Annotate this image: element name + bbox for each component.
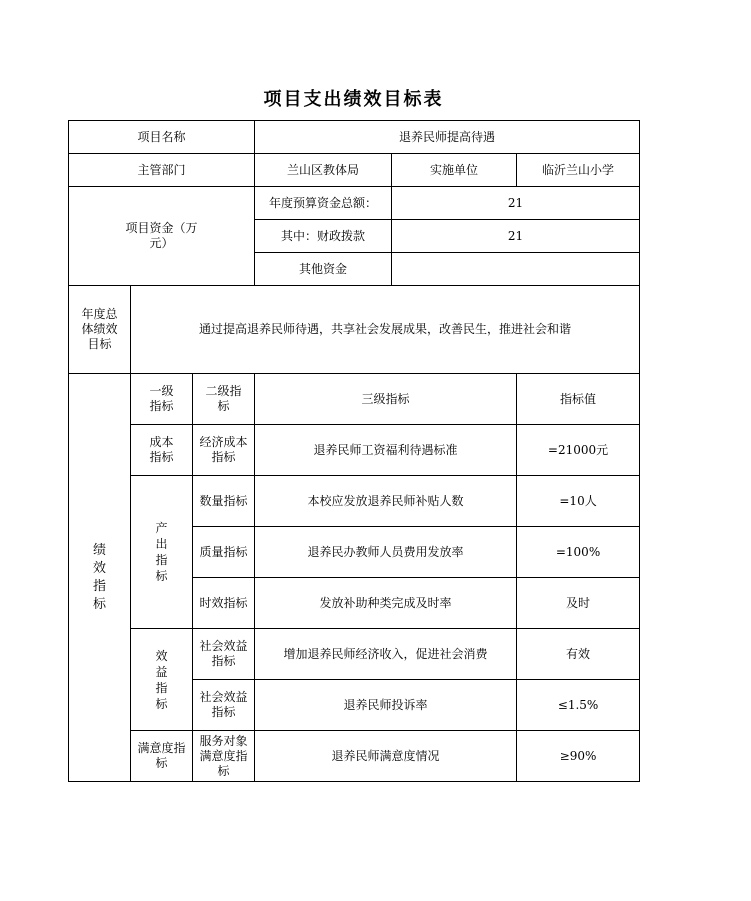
cost-level2	[193, 425, 255, 476]
funds-label-text: 项目资金（万元）	[125, 221, 198, 250]
unit-value: 临沂兰山小学	[517, 154, 640, 187]
project-name-label: 项目名称	[69, 121, 255, 154]
satisfaction-level1	[131, 731, 193, 782]
annual-goal-value: 通过提高退养民师待遇，共享社会发展成果，改善民生，推进社会和谐	[131, 286, 640, 374]
cost-level1	[131, 425, 193, 476]
annual-goal-label	[69, 286, 131, 374]
cost-level1-text: 成本指标	[149, 435, 174, 464]
benefit-level2-income-text: 社会效益指标	[199, 639, 248, 668]
row-output-quantity	[69, 476, 640, 527]
funds-total-value: 21	[392, 187, 640, 220]
output-level2-timeliness: 时效指标	[193, 578, 255, 629]
output-level1-text: 产出指标	[155, 521, 168, 583]
benefit-level2-complaint	[193, 680, 255, 731]
row-department	[69, 154, 640, 187]
indicators-section-text: 绩效指标	[92, 542, 106, 612]
row-indicator-headers	[69, 374, 640, 425]
output-value-timeliness: 及时	[517, 578, 640, 629]
cost-value: =21000元	[517, 425, 640, 476]
header-level3: 三级指标	[255, 374, 517, 425]
output-level3-timeliness: 发放补助种类完成及时率	[255, 578, 517, 629]
benefit-level1-text: 效益指标	[155, 648, 168, 711]
output-level2-quantity: 数量指标	[193, 476, 255, 527]
benefit-level3-complaint: 退养民师投诉率	[255, 680, 517, 731]
output-value-quality: =100%	[517, 527, 640, 578]
benefit-level3-income: 增加退养民师经济收入，促进社会消费	[255, 629, 517, 680]
benefit-value-complaint: ≤1.5%	[517, 680, 640, 731]
annual-goal-label-text: 年度总体绩效目标	[81, 307, 118, 351]
row-project-name	[69, 121, 640, 154]
row-satisfaction	[69, 731, 640, 782]
satisfaction-value: ≥90%	[517, 731, 640, 782]
department-label: 主管部门	[69, 154, 255, 187]
satisfaction-level1-text: 满意度指标	[137, 741, 186, 770]
benefit-level1	[131, 629, 193, 731]
department-value: 兰山区教体局	[255, 154, 392, 187]
row-annual-goal	[69, 286, 640, 374]
unit-label: 实施单位	[392, 154, 517, 187]
output-level1	[131, 476, 193, 629]
row-benefit-income	[69, 629, 640, 680]
header-value: 指标值	[517, 374, 640, 425]
performance-table	[68, 120, 640, 782]
cost-level3: 退养民师工资福利待遇标准	[255, 425, 517, 476]
funds-other-label: 其他资金	[255, 253, 392, 286]
benefit-value-income: 有效	[517, 629, 640, 680]
project-name-value: 退养民师提高待遇	[255, 121, 640, 154]
benefit-level2-complaint-text: 社会效益指标	[199, 690, 248, 719]
funds-total-label: 年度预算资金总额：	[255, 187, 392, 220]
funds-fiscal-value: 21	[392, 220, 640, 253]
cost-level2-text: 经济成本指标	[199, 435, 248, 464]
row-cost-indicator	[69, 425, 640, 476]
row-funds-total	[69, 187, 640, 220]
output-level3-quality: 退养民办教师人员费用发放率	[255, 527, 517, 578]
header-level1	[131, 374, 193, 425]
funds-label	[69, 187, 255, 286]
funds-fiscal-label: 其中：财政拨款	[255, 220, 392, 253]
indicators-section-label	[69, 374, 131, 782]
satisfaction-level2-text: 服务对象满意度指标	[199, 733, 248, 778]
header-level1-text: 一级指标	[149, 384, 174, 413]
page-title: 项目支出绩效目标表	[263, 89, 444, 110]
header-level2-text: 二级指标	[205, 384, 242, 413]
header-level2	[193, 374, 255, 425]
satisfaction-level3: 退养民师满意度情况	[255, 731, 517, 782]
funds-other-value	[392, 253, 640, 286]
satisfaction-level2	[193, 731, 255, 782]
output-level3-quantity: 本校应发放退养民师补贴人数	[255, 476, 517, 527]
benefit-level2-income	[193, 629, 255, 680]
output-value-quantity: =10人	[517, 476, 640, 527]
output-level2-quality: 质量指标	[193, 527, 255, 578]
